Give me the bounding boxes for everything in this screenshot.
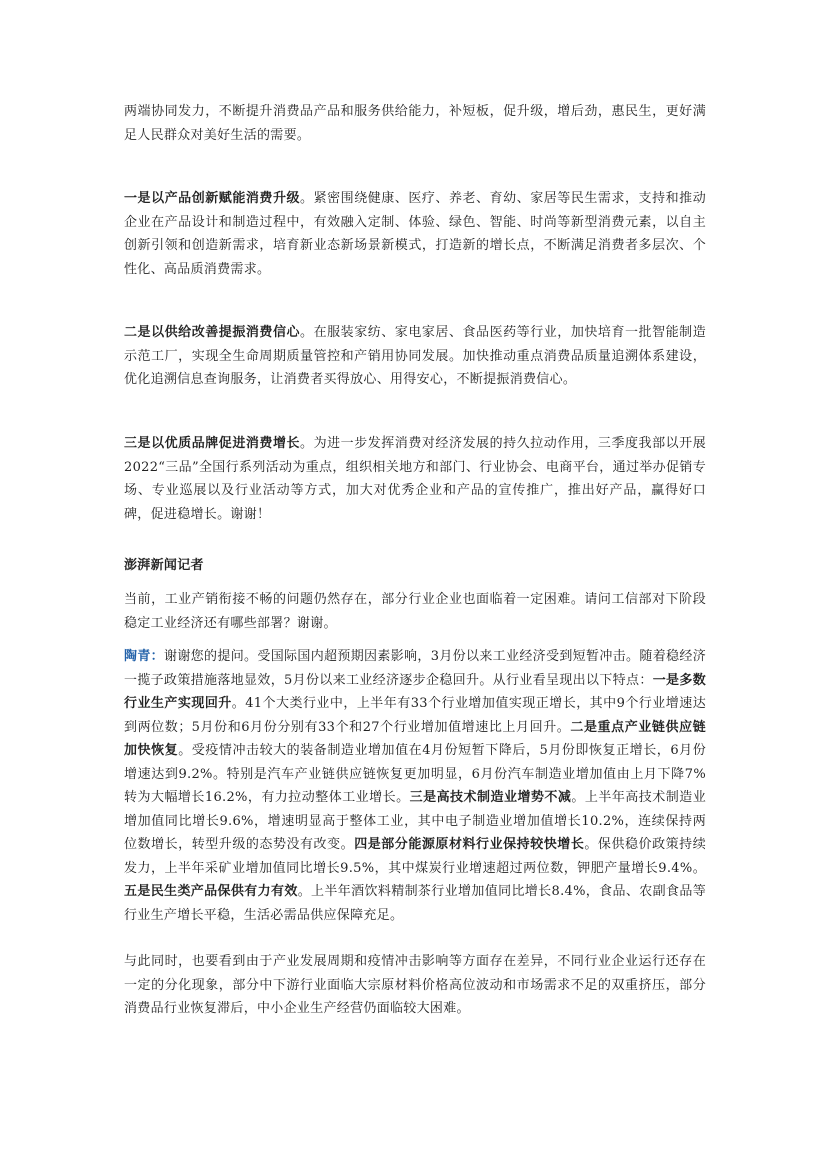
point-one-lead: 一是以产品创新赋能消费升级 bbox=[124, 191, 301, 206]
answer-text-3: 。受疫情冲击较大的装备制造业增加值在4月份短暂下降后，5月份即恢复正增长，6月份增速达到9.2%。特别是汽车产业链供应链恢复更加明显，6月份汽车制造业增加值由上月下降7%转为大幅增长16.2%，有力拉动整体工业增长。 bbox=[124, 743, 706, 805]
speaker-name: 陶青： bbox=[124, 649, 165, 664]
answer-point-3: 三是高技术制造业增势不减 bbox=[409, 790, 572, 805]
intro-paragraph: 两端协同发力，不断提升消费品产品和服务供给能力，补短板，促升级，增后劲，惠民生，更好满足人民群众对美好生活的需要。 bbox=[124, 104, 706, 143]
question-paragraph: 当前，工业产销衔接不畅的问题仍然存在，部分行业企业也面临着一定困难。请问工信部对下阶段稳定工业经济还有哪些部署？谢谢。 bbox=[124, 592, 706, 631]
reporter-heading: 澎湃新闻记者 bbox=[124, 558, 204, 573]
point-one-text: 。紧密围绕健康、医疗、养老、育幼、家居等民生需求，支持和推动企业在产品设计和制造过程中，有效融入定制、体验、绿色、智能、时尚等新型消费元素，以自主创新引领和创造新需求，培育新业态新场景新模式，打造新的增长点，不断满足消费者多层次、个性化、高品质消费需求。 bbox=[124, 191, 706, 277]
answer-point-4: 四是部分能源原材料行业保持较快增长 bbox=[354, 837, 585, 852]
answer-text-5: 。保供稳价政策持续发力，上半年采矿业增加值同比增长9.5%，其中煤炭行业增速超过两位数，钾肥产量增长9.4%。 bbox=[124, 837, 706, 876]
point-two-paragraph bbox=[124, 321, 706, 392]
answer-paragraph bbox=[124, 645, 706, 927]
point-three-text: 。为进一步发挥消费对经济发展的持久拉动作用，三季度我部以开展2022“三品”全国行系列活动为重点，组织相关地方和部门、行业协会、电商平台，通过举办促销专场、专业巡展以及行业活动等方式，加大对优秀企业和产品的宣传推广，推出好产品，赢得好口碑，促进稳增长。谢谢！ bbox=[124, 436, 706, 522]
answer-point-1: 一是多数行业生产实现回升 bbox=[124, 672, 706, 711]
point-three-paragraph bbox=[124, 432, 706, 526]
final-paragraph: 与此同时，也要看到由于产业发展周期和疫情冲击影响等方面存在差异，不同行业企业运行还存在一定的分化现象，部分中下游行业面临大宗原材料价格高位波动和市场需求不足的双重挤压，部分消费品行业恢复滞后，中小企业生产经营仍面临较大困难。 bbox=[124, 954, 706, 1016]
point-two-lead: 二是以供给改善提振消费信心 bbox=[124, 325, 301, 340]
answer-point-5: 五是民生类产品保供有力有效 bbox=[124, 884, 298, 899]
point-three-lead: 三是以优质品牌促进消费增长 bbox=[124, 436, 301, 451]
answer-text-1: 谢谢您的提问。受国际国内超预期因素影响，3月份以来工业经济受到短暂冲击。随着稳经济一揽子政策措施落地显效，5月份以来工业经济逐步企稳回升。从行业看呈现出以下特点： bbox=[124, 649, 706, 688]
point-two-text: 。在服装家纺、家电家居、食品医药等行业，加快培育一批智能制造示范工厂，实现全生命周期质量管控和产销用协同发展。加快推动重点消费品质量追溯体系建设，优化追溯信息查询服务，让消费者买得放心、用得安心，不断提振消费信心。 bbox=[124, 325, 706, 387]
answer-text-4: 。上半年高技术制造业增加值同比增长9.6%，增速明显高于整体工业，其中电子制造业增加值增长10.2%，连续保持两位数增长，转型升级的态势没有改变。 bbox=[124, 790, 706, 852]
answer-text-6: 。上半年酒饮料精制茶行业增加值同比增长8.4%，食品、农副食品等行业生产增长平稳，生活必需品供应保障充足。 bbox=[124, 884, 706, 923]
point-one-paragraph bbox=[124, 187, 706, 281]
answer-text-2: 。41个大类行业中，上半年有33个行业增加值实现正增长，其中9个行业增速达到两位数；5月份和6月份分别有33个和27个行业增加值增速比上月回升。 bbox=[124, 696, 706, 735]
answer-point-2: 二是重点产业链供应链加快恢复 bbox=[124, 719, 706, 758]
